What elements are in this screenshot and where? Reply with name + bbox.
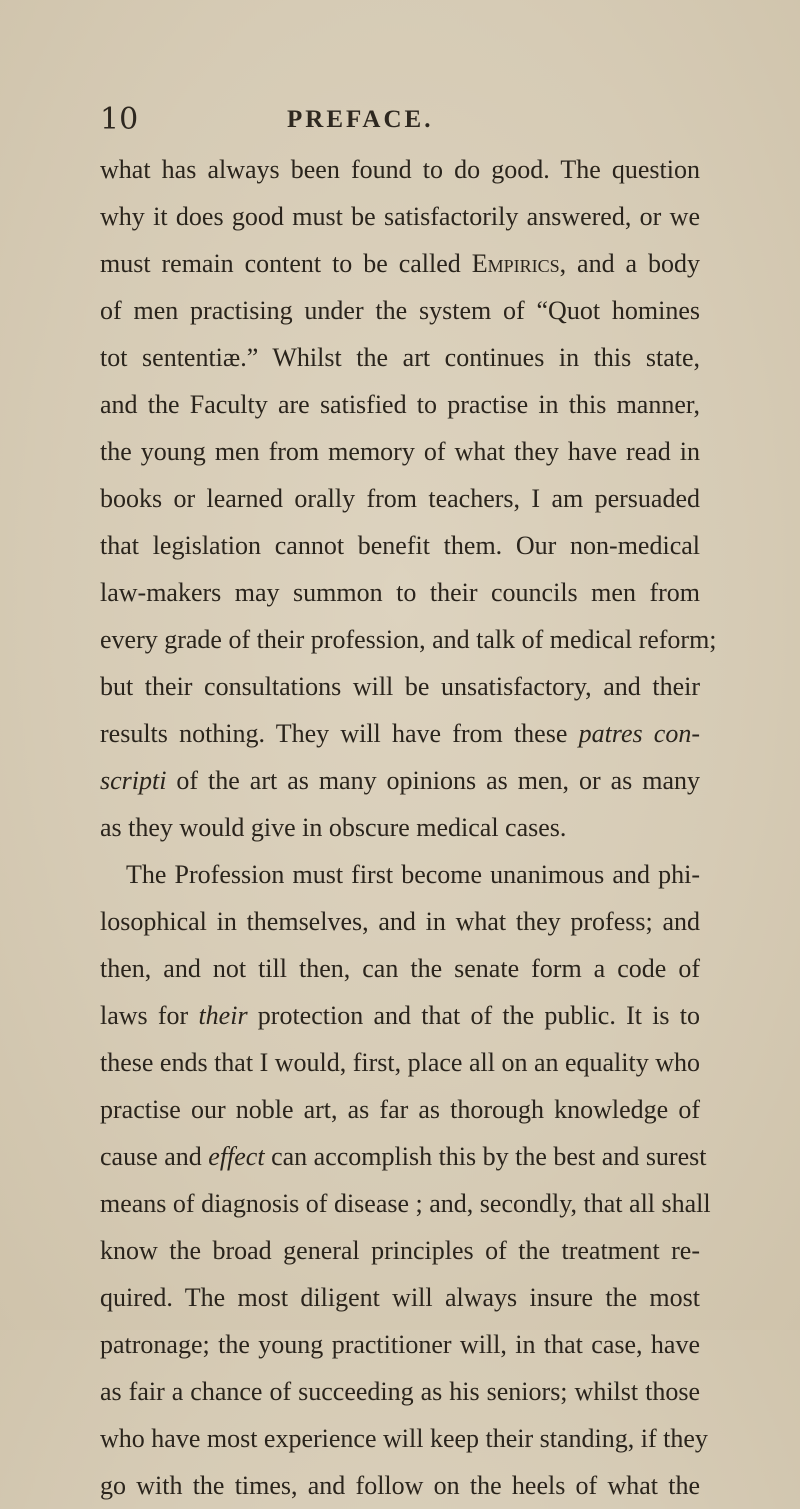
- text-line: of men practising under the system of “Quot homines: [100, 296, 700, 325]
- running-head: [100, 102, 730, 138]
- text-line: as fair a chance of succeeding as his seniors; whilst those: [100, 1377, 700, 1406]
- text-line: who have most experience will keep their standing, if they: [100, 1424, 708, 1453]
- text-line: why it does good must be satisfactorily answered, or we: [100, 202, 700, 231]
- text-line: these ends that I would, first, place all on an equality who: [100, 1048, 701, 1077]
- text-line: quired. The most diligent will always insure the most: [100, 1283, 700, 1312]
- text-line: the young men from memory of what they have read in: [100, 437, 700, 466]
- text-line: go with the times, and follow on the heels of what the: [100, 1471, 700, 1500]
- text-line: but their consultations will be unsatisfactory, and their: [100, 672, 700, 701]
- text-line: cause and effect can accomplish this by the best and surest: [100, 1142, 707, 1171]
- text-line: what has always been found to do good. The question: [100, 155, 700, 184]
- text-line: practise our noble art, as far as thorough knowledge of: [100, 1095, 700, 1124]
- text-line: tot sententiæ.” Whilst the art continues in this state,: [100, 343, 700, 372]
- running-title: PREFACE.: [287, 106, 434, 133]
- text-line: laws for their protection and that of the public. It is to: [100, 1001, 700, 1030]
- body-text: [100, 146, 717, 1509]
- text-line: every grade of their profession, and talk of medical reform;: [100, 625, 717, 654]
- page-number: 10: [100, 102, 139, 137]
- text-line: must remain content to be called Empirics, and a body: [100, 249, 700, 278]
- text-line: law-makers may summon to their councils men from: [100, 578, 700, 607]
- text-line: know the broad general principles of the treatment re-: [100, 1236, 700, 1265]
- text-line: that legislation cannot benefit them. Our non-medical: [100, 531, 700, 560]
- text-line: as they would give in obscure medical cases.: [100, 813, 567, 842]
- text-line: losophical in themselves, and in what they profess; and: [100, 907, 700, 936]
- text-line: means of diagnosis of disease ; and, secondly, that all shall: [100, 1189, 711, 1218]
- text-line: books or learned orally from teachers, I am persuaded: [100, 484, 700, 513]
- text-line: patronage; the young practitioner will, in that case, have: [100, 1330, 700, 1359]
- text-line: and the Faculty are satisfied to practise in this manner,: [100, 390, 700, 419]
- text-line: scripti of the art as many opinions as men, or as many: [100, 766, 700, 795]
- text-line: The Profession must first become unanimous and phi-: [126, 860, 700, 889]
- text-line: then, and not till then, can the senate form a code of: [100, 954, 700, 983]
- text-line: results nothing. They will have from these patres con-: [100, 719, 700, 748]
